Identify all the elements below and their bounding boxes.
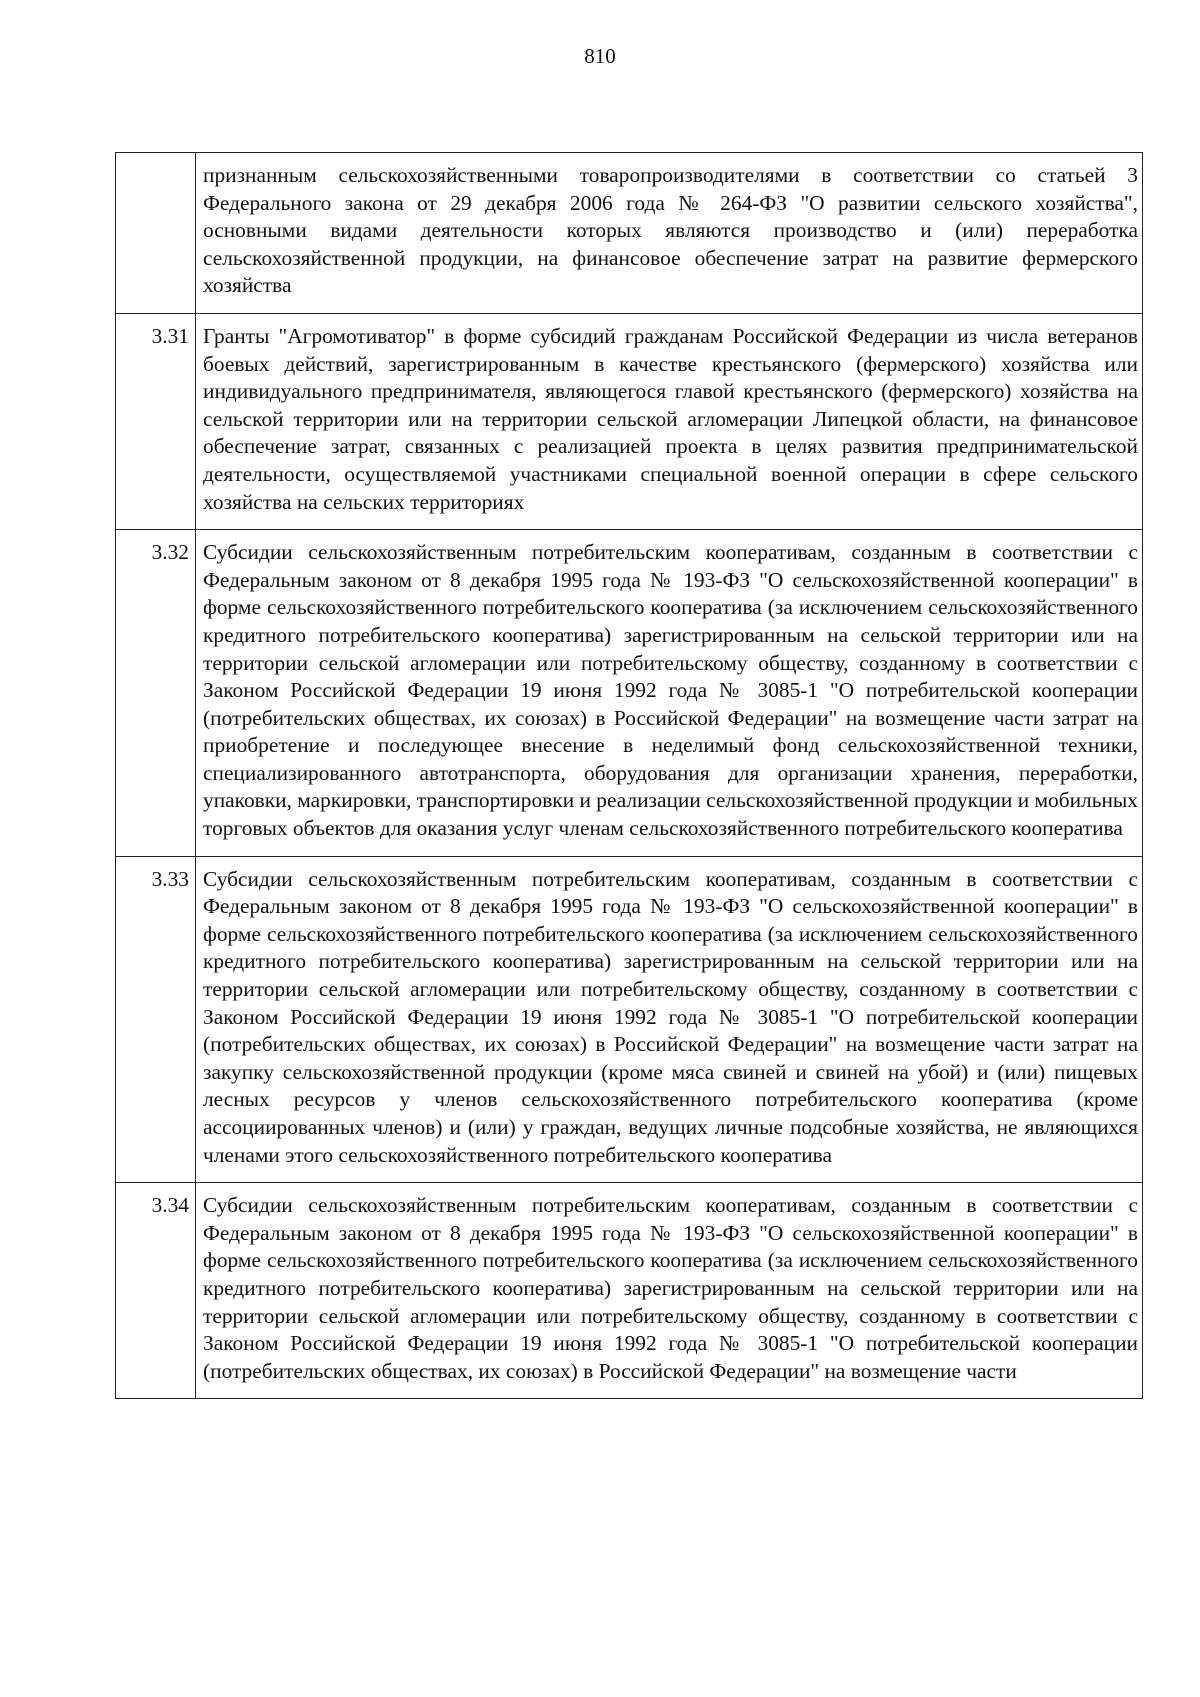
table-row [116, 856, 1143, 1183]
page-number: 810 [584, 44, 616, 68]
row-text: Субсидии сельскохозяйственным потребительским кооперативам, созданным в соответствии с Федеральным законом от 8 декабря 1995 года № 193-ФЗ "О сельскохозяйственной кооперации" в форме сельскохозяйственного потребительского кооператива (за исключением сельскохозяйственного кредитного потребительского кооператива) зарегистрированным на сельской территории или на территории сельской агломерации или потребительскому обществу, созданному в соответствии с Законом Российской Федерации 19 июня 1992 года № 3085-1 "О потребительской кооперации (потребительских обществах, их союзах) в Российской Федерации" на возмещение части [196, 1183, 1143, 1399]
row-number: 3.31 [116, 313, 196, 529]
table-row [116, 1183, 1143, 1399]
row-text: Гранты "Агромотиватор" в форме субсидий гражданам Российской Федерации из числа ветеранов боевых действий, зарегистрированным в качестве крестьянского (фермерского) хозяйства или индивидуального предпринимателя, являющегося главой крестьянского (фермерского) хозяйства на сельской территории или на территории сельской агломерации Липецкой области, на финансовое обеспечение затрат, связанных с реализацией проекта в целях развития предпринимательской деятельности, осуществляемой участниками специальной военной операции в сфере сельского хозяйства на сельских территориях [196, 313, 1143, 529]
table-row [116, 313, 1143, 529]
measures-table [115, 152, 1143, 1399]
table-row [116, 530, 1143, 857]
row-number: 3.34 [116, 1183, 196, 1399]
row-text: признанным сельскохозяйственными товаропроизводителями в соответствии со статьей 3 Федерального закона от 29 декабря 2006 года № 264-ФЗ "О развитии сельского хозяйства", основными видами деятельности которых являются производство и (или) переработка сельскохозяйственной продукции, на финансовое обеспечение затрат на развитие фермерского хозяйства [196, 153, 1143, 314]
row-text: Субсидии сельскохозяйственным потребительским кооперативам, созданным в соответствии с Федеральным законом от 8 декабря 1995 года № 193-ФЗ "О сельскохозяйственной кооперации" в форме сельскохозяйственного потребительского кооператива (за исключением сельскохозяйственного кредитного потребительского кооператива) зарегистрированным на сельской территории или на территории сельской агломерации или потребительскому обществу, созданному в соответствии с Законом Российской Федерации 19 июня 1992 года № 3085-1 "О потребительской кооперации (потребительских обществах, их союзах) в Российской Федерации" на возмещение части затрат на закупку сельскохозяйственной продукции (кроме мяса свиней и свиней на убой) и (или) пищевых лесных ресурсов у членов сельскохозяйственного потребительского кооператива (кроме ассоциированных членов) и (или) у граждан, ведущих личные подсобные хозяйства, не являющихся членами этого сельскохозяйственного потребительского кооператива [196, 856, 1143, 1183]
row-number: 3.32 [116, 530, 196, 857]
row-number [116, 153, 196, 314]
row-text: Субсидии сельскохозяйственным потребительским кооперативам, созданным в соответствии с Федеральным законом от 8 декабря 1995 года № 193-ФЗ "О сельскохозяйственной кооперации" в форме сельскохозяйственного потребительского кооператива (за исключением сельскохозяйственного кредитного потребительского кооператива) зарегистрированным на сельской территории или на территории сельской агломерации или потребительскому обществу, созданному в соответствии с Законом Российской Федерации 19 июня 1992 года № 3085-1 "О потребительской кооперации (потребительских обществах, их союзах) в Российской Федерации" на возмещение части затрат на приобретение и последующее внесение в неделимый фонд сельскохозяйственной техники, специализированного автотранспорта, оборудования для организации хранения, переработки, упаковки, маркировки, транспортировки и реализации сельскохозяйственной продукции и мобильных торговых объектов для оказания услуг членам сельскохозяйственного потребительского кооператива [196, 530, 1143, 857]
table-row [116, 153, 1143, 314]
row-number: 3.33 [116, 856, 196, 1183]
